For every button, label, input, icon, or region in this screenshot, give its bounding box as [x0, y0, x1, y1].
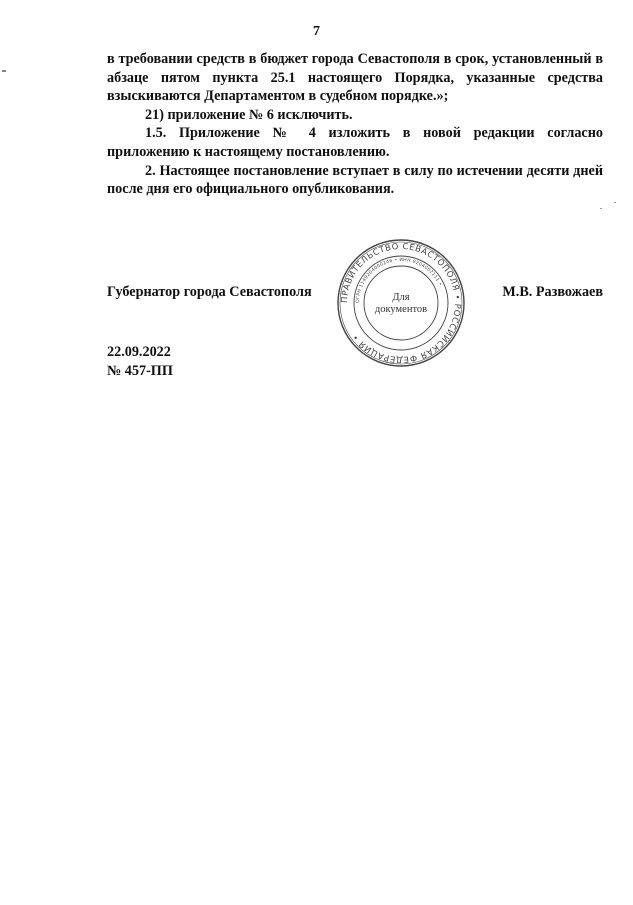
document-meta: [107, 343, 173, 380]
scan-speck: [614, 202, 616, 203]
seal-inner-ring: [364, 266, 438, 340]
signatory-name: М.В. Развожаев: [502, 284, 603, 300]
page-number: 7: [313, 24, 320, 39]
document-number: № 457-ПП: [107, 362, 173, 379]
seal-inner-text: ОГРН 1149204000246 • ИНН 9204002111 •: [355, 257, 443, 304]
scan-margin-mark: [2, 70, 6, 72]
paragraph-item-2: 2. Настоящее постановление вступает в силу по истечении десяти дней после дня его официального опубликования.: [107, 162, 603, 198]
paragraph-continuation: в требовании средств в бюджет города Севастополя в срок, установленный в абзаце пятом пункта 25.1 настоящего Порядка, указанные средства взыскиваются Департаментом в судебном порядке.»;: [107, 51, 603, 105]
seal-middle-ring: [354, 256, 448, 350]
scan-speck: [600, 208, 602, 209]
seal-outer-text: ПРАВИТЕЛЬСТВО СЕВАСТОПОЛЯ • РОССИЙСКАЯ ФЕДЕРАЦИЯ •: [338, 240, 464, 366]
official-seal: [336, 238, 466, 368]
seal-center-line-2: документов: [374, 304, 428, 315]
signatory-title: Губернатор города Севастополя: [107, 284, 312, 300]
paragraph-item-21: 21) приложение № 6 исключить.: [145, 106, 353, 123]
paragraph-item-1-5: 1.5. Приложение № 4 изложить в новой редакции согласно приложению к настоящему постановлению.: [107, 125, 603, 160]
document-body: [107, 50, 603, 199]
seal-center-line-1: Для: [392, 292, 410, 303]
document-date: 22.09.2022: [107, 344, 171, 360]
